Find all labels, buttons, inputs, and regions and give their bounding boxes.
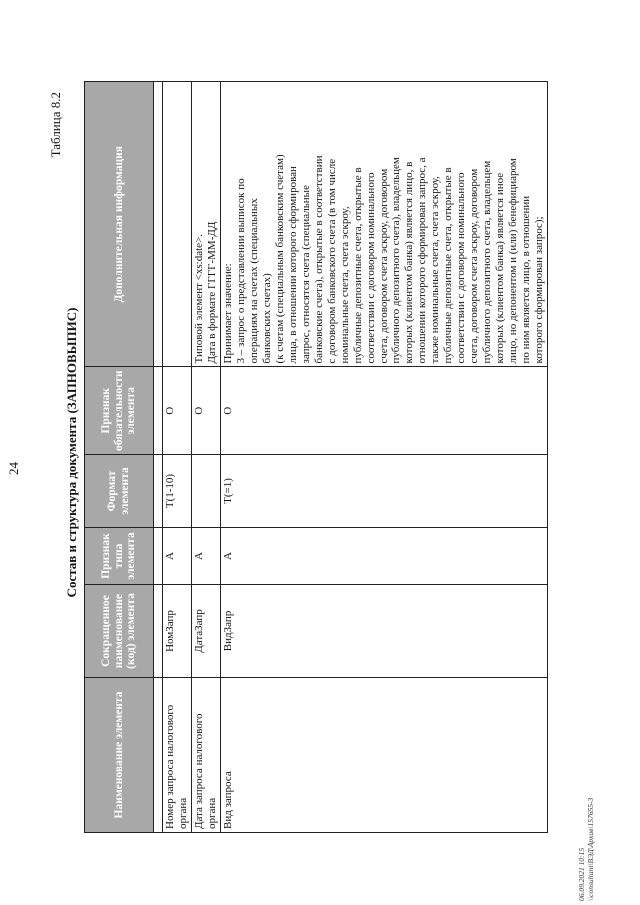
cell-element-required: О — [220, 367, 547, 455]
cell-element-name: Вид запроса — [220, 678, 547, 833]
footer-path: \\consultant\ВЭД\Архив\157655-3 — [585, 797, 595, 901]
header-element-name: Наименование элемента — [85, 678, 154, 833]
info-line: публичные депозитные счета, открытые в — [351, 167, 364, 364]
info-line: банковских счетах) — [260, 273, 273, 364]
info-line: 3 – запрос о представлении выписок по — [234, 178, 247, 364]
table-row — [163, 82, 192, 833]
cell-element-required: О — [191, 367, 220, 455]
info-line: также номинальные счета, счета эскроу, — [429, 176, 442, 364]
cell-element-code: НомЗапр — [163, 585, 192, 678]
info-line: отношении которого сформирован запрос, а — [416, 157, 429, 364]
info-line: номинальные счета, счета эскроу, — [338, 206, 351, 364]
info-line: соответствии с договором номинального — [455, 172, 468, 364]
info-line: банковские счета), открытые в соответствии — [312, 155, 325, 364]
cell-additional-info — [191, 82, 220, 367]
cell-element-format — [191, 455, 220, 528]
cell-element-format: T(=1) — [220, 455, 547, 528]
info-line: счета, договором счета эскроу, договором — [377, 168, 390, 364]
info-line: счета, договором счета эскроу, договором — [468, 168, 481, 364]
info-line: с договором банковского счета (в том числе — [325, 158, 338, 364]
cell-element-name: Номер запроса налогового органа — [163, 678, 192, 833]
info-line: (к счетам (специальным банковским счетам) — [273, 154, 286, 364]
header-element-type: Признак типа элемента — [85, 528, 154, 585]
info-line: операциям на счетах (специальных — [247, 198, 260, 364]
info-line: которого сформирован запрос); — [533, 216, 546, 364]
info-line: лица, в отношении которого сформирован — [286, 166, 299, 364]
table-label: Таблица 8.2 — [48, 92, 63, 158]
header-element-code: Сокращенное наименование (код) элемента — [85, 585, 154, 678]
info-line: Дата в формате ГГГГ-ММ-ДД — [205, 221, 218, 364]
footer-stamp — [578, 798, 595, 901]
info-line: Принимает значение: — [221, 263, 234, 364]
table-row — [220, 82, 547, 833]
info-line: которых (клиентом банка) является иное — [494, 172, 507, 364]
cell-element-code: ДатаЗапр — [191, 585, 220, 678]
info-line: по ним является лицо, в отношении — [520, 195, 533, 364]
table-row — [191, 82, 220, 833]
info-line: запрос, относятся счета (специальные — [299, 185, 312, 364]
cell-additional-info — [163, 82, 192, 367]
document-title: Состав и структура документа (ЗАПНОВЫПИС) — [64, 307, 79, 598]
info-line: соответствии с договором номинального — [364, 172, 377, 364]
header-element-format: Формат элемента — [85, 455, 154, 528]
header-additional-info: Дополнительная информация — [85, 82, 154, 367]
cell-element-name: Дата запроса налогового органа — [191, 678, 220, 833]
cell-element-code: ВидЗапр — [220, 585, 547, 678]
cell-element-type: А — [191, 528, 220, 585]
info-line: публичного депозитного счета, владельцем — [481, 160, 494, 364]
info-line: Типовой элемент <xs:date>. — [192, 233, 205, 364]
table-header-row — [85, 82, 154, 833]
cell-element-format: T(1-10) — [163, 455, 192, 528]
page-number: 24 — [6, 462, 21, 475]
table-spacer-row — [154, 82, 163, 833]
info-line: публичного депозитного счета), владельцем — [390, 157, 403, 364]
cell-element-required: О — [163, 367, 192, 455]
info-line: которых (клиентом банка) является лицо, в — [403, 161, 416, 364]
header-element-required: Признак обязательности элемента — [85, 367, 154, 455]
info-line: лицо, но депонентом и (или) бенефициаром — [507, 158, 520, 364]
document-structure-table — [84, 81, 548, 833]
cell-additional-info — [220, 82, 547, 367]
cell-element-type: А — [163, 528, 192, 585]
cell-element-type: А — [220, 528, 547, 585]
footer-timestamp: 06.09.2021 10:15 — [577, 847, 586, 901]
info-line: публичные депозитные счета, открытые в — [442, 167, 455, 364]
